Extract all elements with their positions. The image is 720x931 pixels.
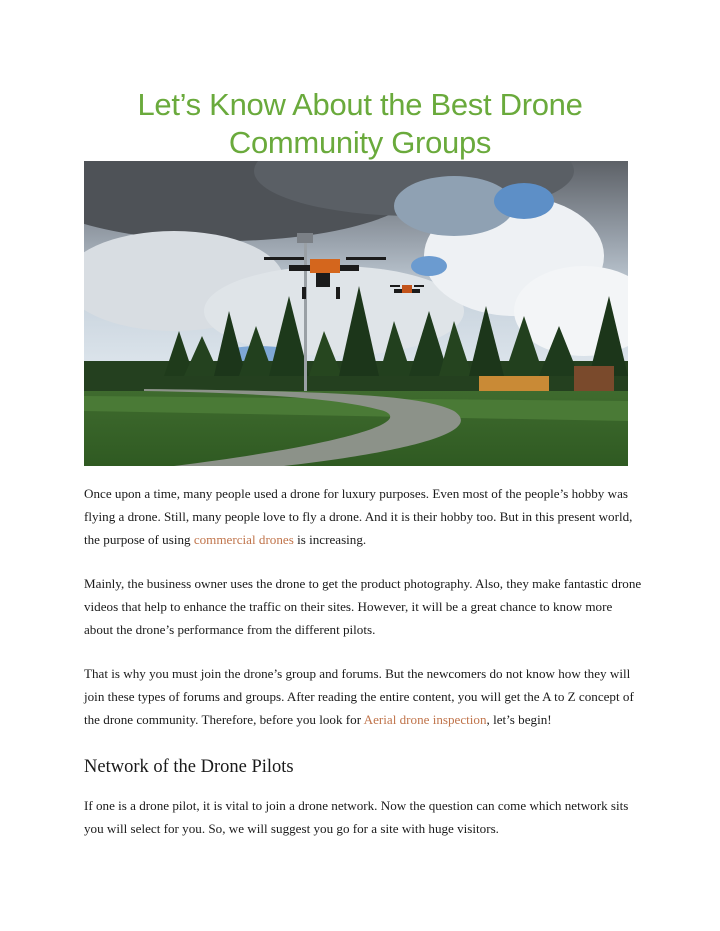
paragraph-3-text-start: That is why you must join the drone’s group and forums. But the newcomers do not know how they will join these types of forums and groups. After reading the entire content, you will get the A to Z concept of the drone community. Therefore, before you look for	[84, 666, 634, 727]
article-body	[84, 482, 644, 861]
section-heading: Network of the Drone Pilots	[84, 757, 294, 777]
aerial-drone-inspection-link[interactable]: Aerial drone inspection	[363, 712, 487, 727]
commercial-drones-link[interactable]: commercial drones	[193, 532, 294, 547]
paragraph-3	[84, 662, 644, 731]
page-title	[0, 86, 720, 162]
hero-image	[84, 161, 628, 466]
paragraph-1-text-end: is increasing.	[293, 532, 367, 547]
paragraph-2: Mainly, the business owner uses the drone to get the product photography. Also, they make fantastic drone videos that help to enhance the traffic on their sites. However, it will be a great chance to know more about the drone’s performance from the different pilots.	[84, 576, 642, 637]
page-title-line-2: Community Groups	[228, 125, 492, 160]
page-title-line-1: Let’s Know About the Best Drone	[137, 87, 583, 122]
paragraph-1-text-start: Once upon a time, many people used a drone for luxury purposes. Even most of the people’s hobby was flying a drone. Still, many people love to fly a drone. And it is their hobby too. But in this present world, the purpose of using	[84, 486, 633, 547]
drone-park-photo-icon	[84, 161, 628, 466]
paragraph-3-text-end: , let’s begin!	[486, 712, 552, 727]
paragraph-4: If one is a drone pilot, it is vital to join a drone network. Now the question can come which network sits you will select for you. So, we will suggest you go for a site with huge visitors.	[84, 798, 629, 836]
paragraph-1	[84, 482, 644, 551]
